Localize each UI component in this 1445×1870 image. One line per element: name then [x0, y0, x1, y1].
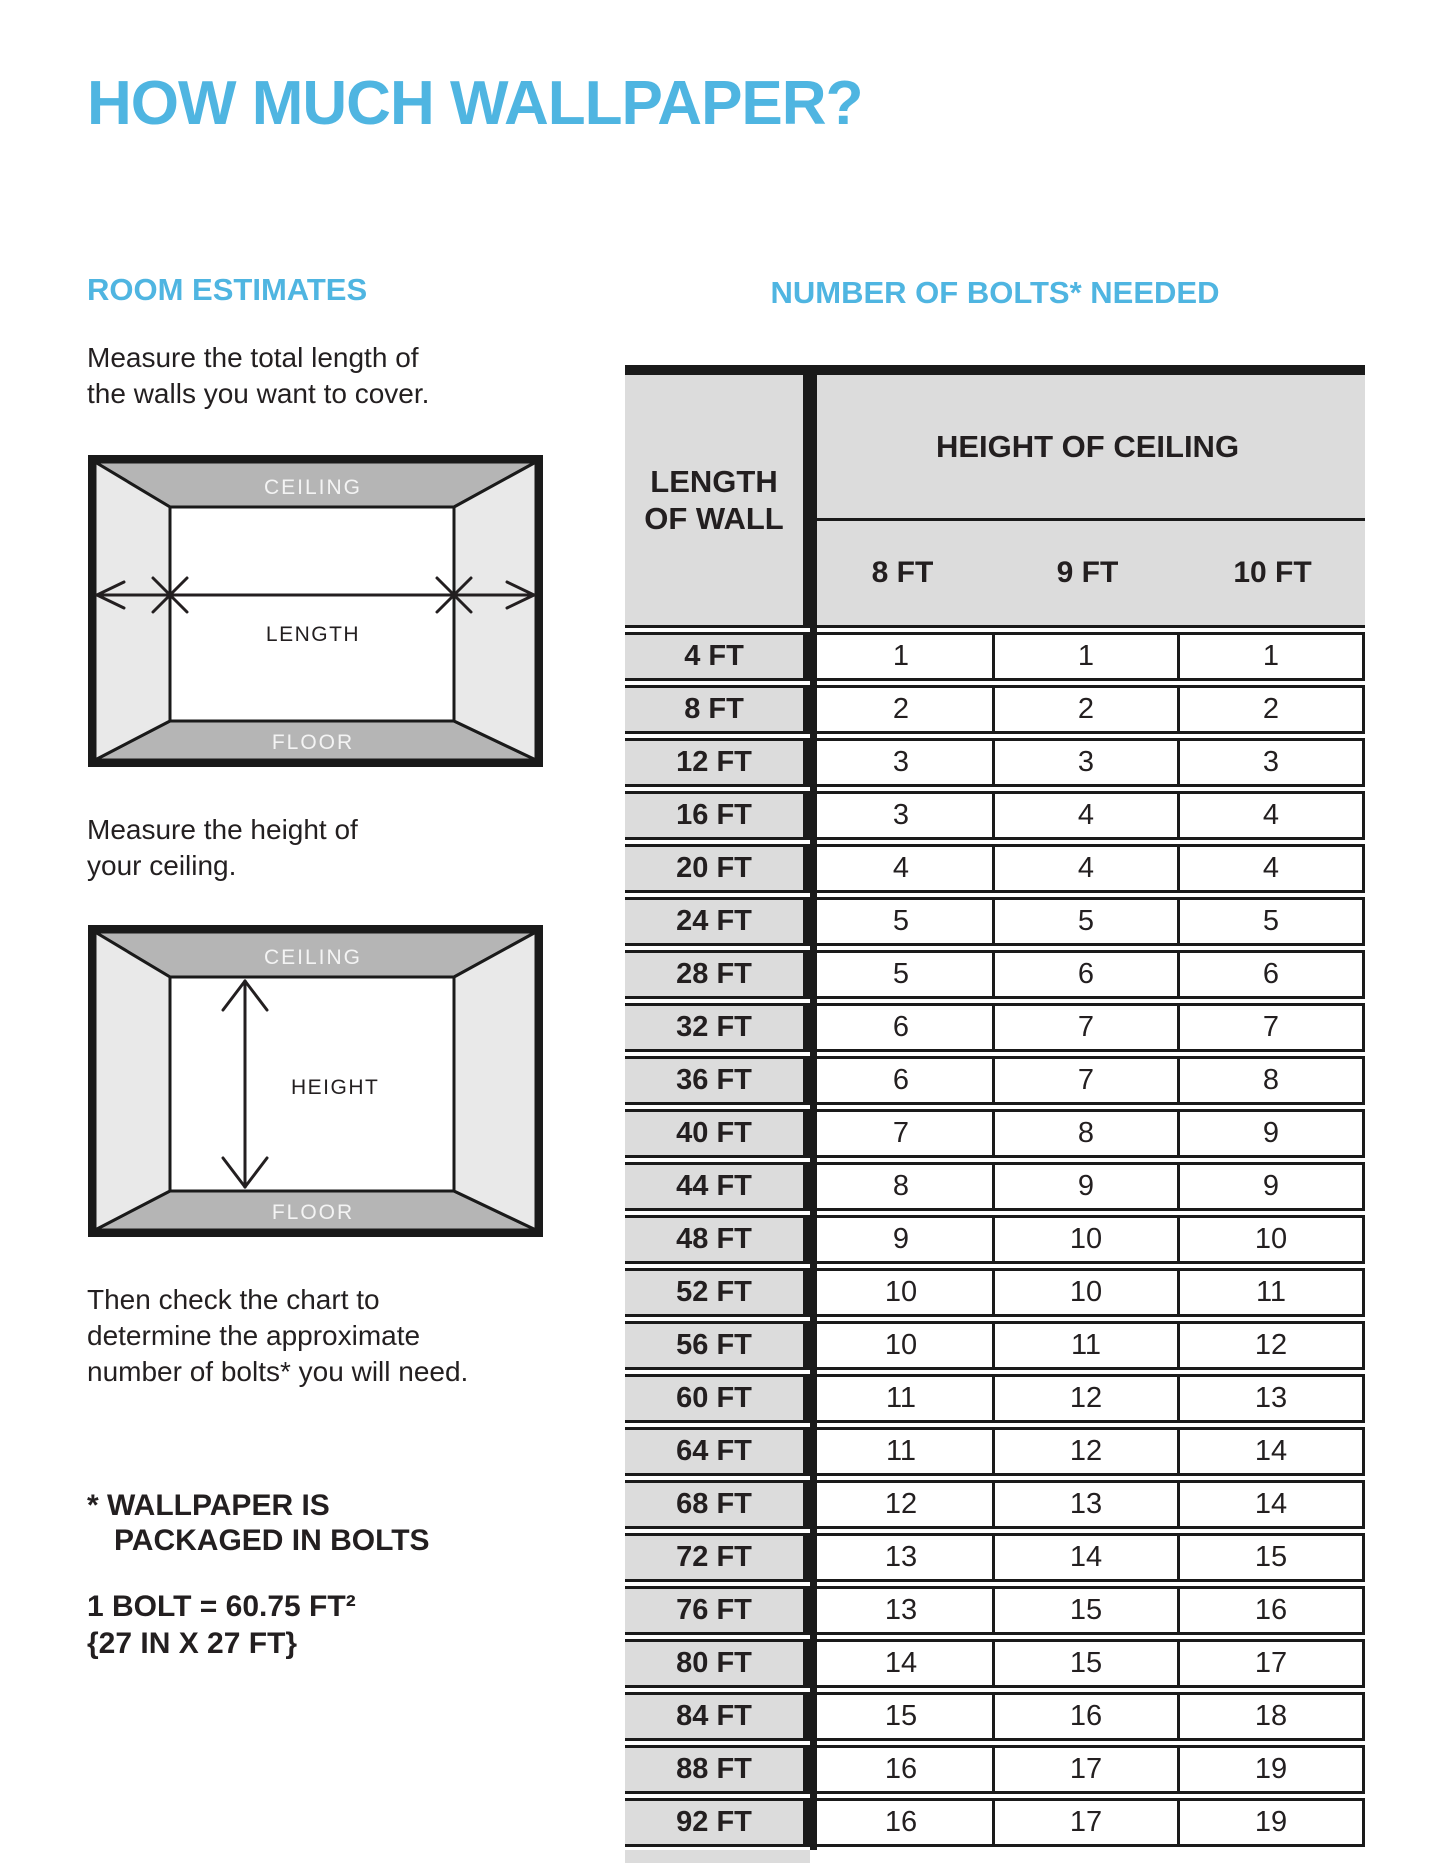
cell-9ft: 2 [995, 685, 1180, 734]
cell-8ft: 12 [810, 1480, 995, 1529]
cell-10ft: 4 [1180, 844, 1365, 893]
left-wall [95, 932, 170, 1230]
cell-9ft: 17 [995, 1798, 1180, 1847]
table-header [625, 375, 1365, 628]
table-row [625, 1639, 1365, 1688]
cell-9ft: 17 [995, 1745, 1180, 1794]
cell-10ft: 1 [1180, 632, 1365, 681]
cell-10ft: 13 [1180, 1374, 1365, 1423]
table-row [625, 1162, 1365, 1211]
left-wall [95, 462, 170, 760]
cell-9ft: 13 [995, 1480, 1180, 1529]
cell-9ft: 1 [995, 632, 1180, 681]
cell-8ft: 14 [810, 1639, 995, 1688]
room-height-diagram [88, 925, 543, 1237]
cell-10ft: 15 [1180, 1533, 1365, 1582]
cell-8ft: 3 [810, 738, 995, 787]
cell-10ft: 9 [1180, 1162, 1365, 1211]
cell-8ft: 16 [810, 1745, 995, 1794]
bolts-table [625, 365, 1365, 1847]
cell-8ft: 13 [810, 1586, 995, 1635]
table-row [625, 738, 1365, 787]
row-label-wall-length: 88 FT [625, 1745, 810, 1794]
cell-9ft: 15 [995, 1586, 1180, 1635]
row-label-wall-length: 80 FT [625, 1639, 810, 1688]
cell-10ft: 11 [1180, 1268, 1365, 1317]
cell-8ft: 15 [810, 1692, 995, 1741]
cell-8ft: 6 [810, 1003, 995, 1052]
room-estimates-heading: ROOM ESTIMATES [87, 272, 368, 307]
cell-9ft: 7 [995, 1056, 1180, 1105]
cell-10ft: 10 [1180, 1215, 1365, 1264]
table-body [625, 632, 1365, 1847]
height-measure-label: HEIGHT [291, 1076, 380, 1099]
page-title: HOW MUCH WALLPAPER? [87, 69, 863, 138]
bolt-size-info: 1 BOLT = 60.75 FT² {27 IN X 27 FT} [87, 1590, 356, 1660]
col-header-10ft: 10 FT [1233, 556, 1312, 589]
table-row [625, 632, 1365, 681]
cell-8ft: 7 [810, 1109, 995, 1158]
row-label-wall-length: 56 FT [625, 1321, 810, 1370]
row-label-wall-length: 12 FT [625, 738, 810, 787]
table-row [625, 1533, 1365, 1582]
row-label-wall-length: 8 FT [625, 685, 810, 734]
cell-9ft: 11 [995, 1321, 1180, 1370]
wallpaper-bolts-footnote: * WALLPAPER IS PACKAGED IN BOLTS [87, 1489, 430, 1557]
cell-10ft: 6 [1180, 950, 1365, 999]
cell-10ft: 16 [1180, 1586, 1365, 1635]
ceiling-header-group [810, 375, 1365, 625]
cell-8ft: 16 [810, 1798, 995, 1847]
cell-9ft: 5 [995, 897, 1180, 946]
cell-10ft: 19 [1180, 1798, 1365, 1847]
table-row [625, 1003, 1365, 1052]
cell-9ft: 16 [995, 1692, 1180, 1741]
table-row [625, 1109, 1365, 1158]
label-column-footer [625, 1850, 810, 1863]
table-row [625, 1745, 1365, 1794]
bolts-needed-heading: NUMBER OF BOLTS* NEEDED [770, 275, 1220, 310]
cell-8ft: 4 [810, 844, 995, 893]
row-label-wall-length: 28 FT [625, 950, 810, 999]
table-row [625, 897, 1365, 946]
right-wall [454, 932, 536, 1230]
row-label-wall-length: 4 FT [625, 632, 810, 681]
cell-10ft: 2 [1180, 685, 1365, 734]
row-label-wall-length: 52 FT [625, 1268, 810, 1317]
cell-9ft: 4 [995, 844, 1180, 893]
table-row [625, 1692, 1365, 1741]
instruction-measure-height: Measure the height of your ceiling. [87, 814, 358, 881]
col-header-length-of-wall: LENGTH OF WALL [625, 375, 810, 625]
cell-8ft: 3 [810, 791, 995, 840]
cell-10ft: 17 [1180, 1639, 1365, 1688]
col-header-9ft: 9 FT [1056, 556, 1119, 589]
cell-10ft: 8 [1180, 1056, 1365, 1105]
cell-10ft: 14 [1180, 1427, 1365, 1476]
row-label-wall-length: 64 FT [625, 1427, 810, 1476]
row-label-wall-length: 40 FT [625, 1109, 810, 1158]
cell-9ft: 6 [995, 950, 1180, 999]
table-row [625, 1480, 1365, 1529]
cell-10ft: 9 [1180, 1109, 1365, 1158]
cell-8ft: 11 [810, 1427, 995, 1476]
table-row [625, 1321, 1365, 1370]
row-label-wall-length: 72 FT [625, 1533, 810, 1582]
back-wall [170, 507, 454, 721]
row-label-wall-length: 44 FT [625, 1162, 810, 1211]
cell-9ft: 10 [995, 1268, 1180, 1317]
cell-8ft: 1 [810, 632, 995, 681]
table-row [625, 1798, 1365, 1847]
cell-8ft: 10 [810, 1268, 995, 1317]
row-label-wall-length: 76 FT [625, 1586, 810, 1635]
table-row [625, 1268, 1365, 1317]
cell-8ft: 6 [810, 1056, 995, 1105]
row-label-wall-length: 48 FT [625, 1215, 810, 1264]
cell-9ft: 10 [995, 1215, 1180, 1264]
row-label-wall-length: 24 FT [625, 897, 810, 946]
table-row [625, 1215, 1365, 1264]
table-row [625, 1374, 1365, 1423]
cell-10ft: 4 [1180, 791, 1365, 840]
ceiling-subheaders [810, 521, 1365, 625]
row-label-wall-length: 32 FT [625, 1003, 810, 1052]
cell-8ft: 10 [810, 1321, 995, 1370]
table-row [625, 791, 1365, 840]
table-row [625, 685, 1365, 734]
cell-10ft: 19 [1180, 1745, 1365, 1794]
cell-8ft: 5 [810, 897, 995, 946]
cell-8ft: 8 [810, 1162, 995, 1211]
cell-10ft: 12 [1180, 1321, 1365, 1370]
table-row [625, 844, 1365, 893]
cell-8ft: 13 [810, 1533, 995, 1582]
cell-9ft: 7 [995, 1003, 1180, 1052]
cell-10ft: 5 [1180, 897, 1365, 946]
row-label-wall-length: 60 FT [625, 1374, 810, 1423]
cell-8ft: 9 [810, 1215, 995, 1264]
cell-9ft: 8 [995, 1109, 1180, 1158]
cell-9ft: 9 [995, 1162, 1180, 1211]
ceiling-label: CEILING [263, 946, 363, 969]
table-row [625, 1427, 1365, 1476]
cell-10ft: 18 [1180, 1692, 1365, 1741]
ceiling-label: CEILING [263, 476, 363, 499]
cell-9ft: 4 [995, 791, 1180, 840]
group-header-height-of-ceiling: HEIGHT OF CEILING [810, 375, 1365, 521]
cell-8ft: 11 [810, 1374, 995, 1423]
cell-10ft: 3 [1180, 738, 1365, 787]
cell-8ft: 2 [810, 685, 995, 734]
room-length-diagram [88, 455, 543, 767]
cell-9ft: 12 [995, 1374, 1180, 1423]
table-row [625, 950, 1365, 999]
cell-9ft: 3 [995, 738, 1180, 787]
col-header-8ft: 8 FT [871, 556, 934, 589]
cell-9ft: 14 [995, 1533, 1180, 1582]
table-row [625, 1056, 1365, 1105]
table-row [625, 1586, 1365, 1635]
floor-label: FLOOR [271, 731, 355, 754]
cell-9ft: 15 [995, 1639, 1180, 1688]
right-wall [454, 462, 536, 760]
row-label-wall-length: 36 FT [625, 1056, 810, 1105]
cell-10ft: 14 [1180, 1480, 1365, 1529]
table-top-border [625, 365, 1365, 375]
floor-label: FLOOR [271, 1201, 355, 1224]
row-label-wall-length: 16 FT [625, 791, 810, 840]
instruction-check-chart: Then check the chart to determine the approximate number of bolts* you will need. [87, 1284, 469, 1387]
row-label-wall-length: 92 FT [625, 1798, 810, 1847]
length-measure-label: LENGTH [265, 623, 361, 646]
row-label-wall-length: 84 FT [625, 1692, 810, 1741]
row-label-wall-length: 68 FT [625, 1480, 810, 1529]
instruction-measure-length: Measure the total length of the walls you want to cover. [87, 342, 430, 409]
row-label-wall-length: 20 FT [625, 844, 810, 893]
cell-10ft: 7 [1180, 1003, 1365, 1052]
cell-9ft: 12 [995, 1427, 1180, 1476]
column-divider [810, 365, 817, 1850]
cell-8ft: 5 [810, 950, 995, 999]
